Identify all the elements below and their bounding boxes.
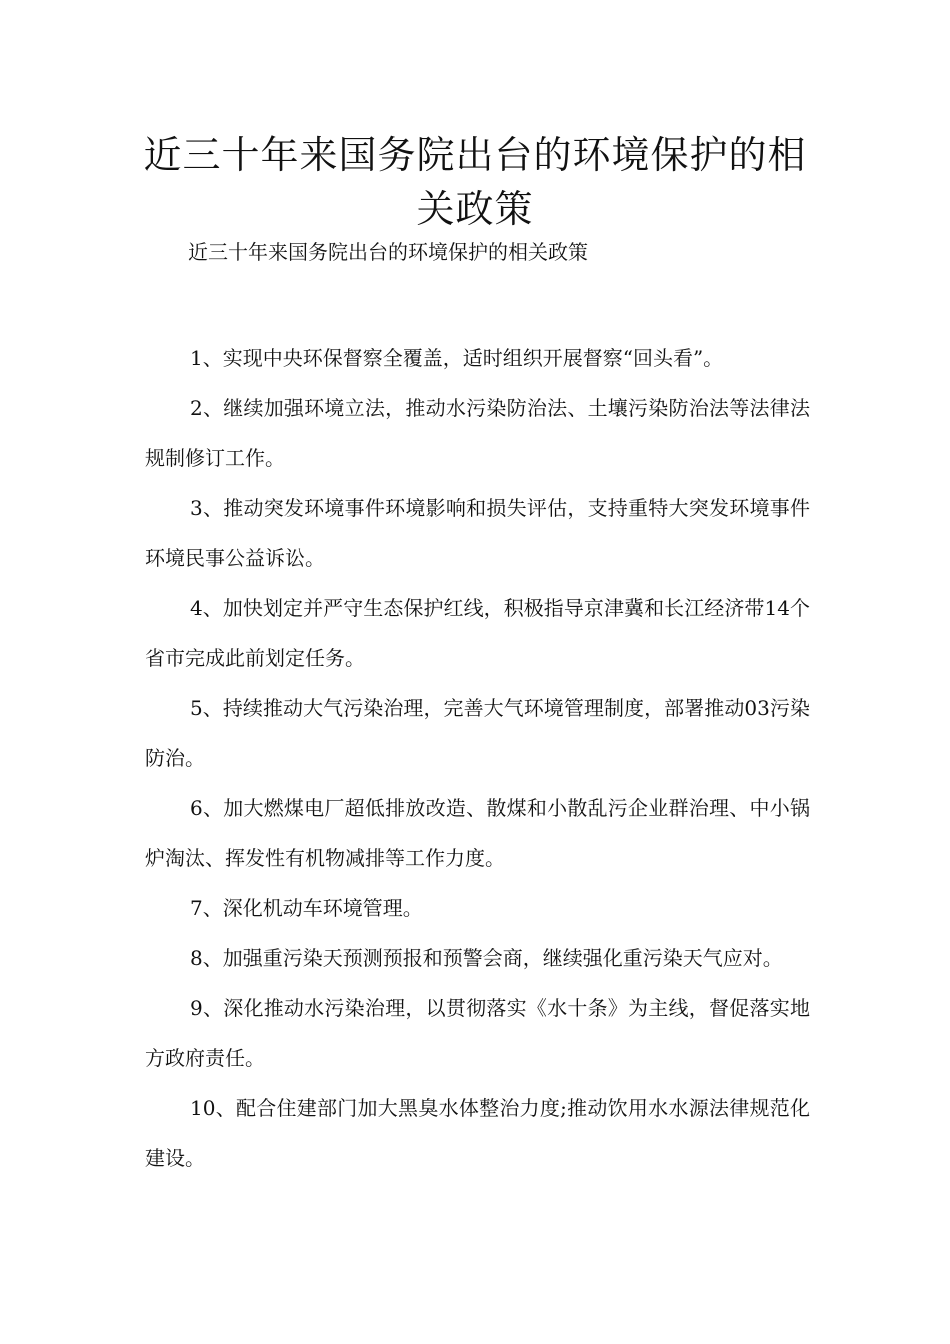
policy-item-10: 10、配合住建部门加大黑臭水体整治力度;推动饮用水水源法律规范化建设。	[145, 1096, 810, 1170]
policy-item-9: 9、深化推动水污染治理，以贯彻落实《水十条》为主线，督促落实地方政府责任。	[145, 996, 810, 1070]
policy-item-8: 8、加强重污染天预测预报和预警会商，继续强化重污染天气应对。	[190, 946, 783, 970]
document-subtitle: 近三十年来国务院出台的环境保护的相关政策	[188, 240, 588, 264]
policy-item-6: 6、加大燃煤电厂超低排放改造、散煤和小散乱污企业群治理、中小锅炉淘汰、挥发性有机物减排等工作力度。	[145, 796, 810, 870]
document-body	[145, 333, 810, 1183]
policy-item-1: 1、实现中央环保督察全覆盖，适时组织开展督察“回头看”。	[190, 346, 724, 370]
document-title: 近三十年来国务院出台的环境保护的相关政策	[143, 133, 807, 231]
policy-item-7: 7、深化机动车环境管理。	[190, 896, 423, 920]
policy-item-3: 3、推动突发环境事件环境影响和损失评估，支持重特大突发环境事件环境民事公益诉讼。	[145, 496, 810, 570]
policy-item-2: 2、继续加强环境立法，推动水污染防治法、土壤污染防治法等法律法规制修订工作。	[145, 396, 810, 470]
policy-item-5: 5、持续推动大气污染治理，完善大气环境管理制度，部署推动03污染防治。	[145, 696, 810, 770]
policy-item-4: 4、加快划定并严守生态保护红线，积极指导京津冀和长江经济带14个省市完成此前划定任务。	[145, 596, 810, 670]
